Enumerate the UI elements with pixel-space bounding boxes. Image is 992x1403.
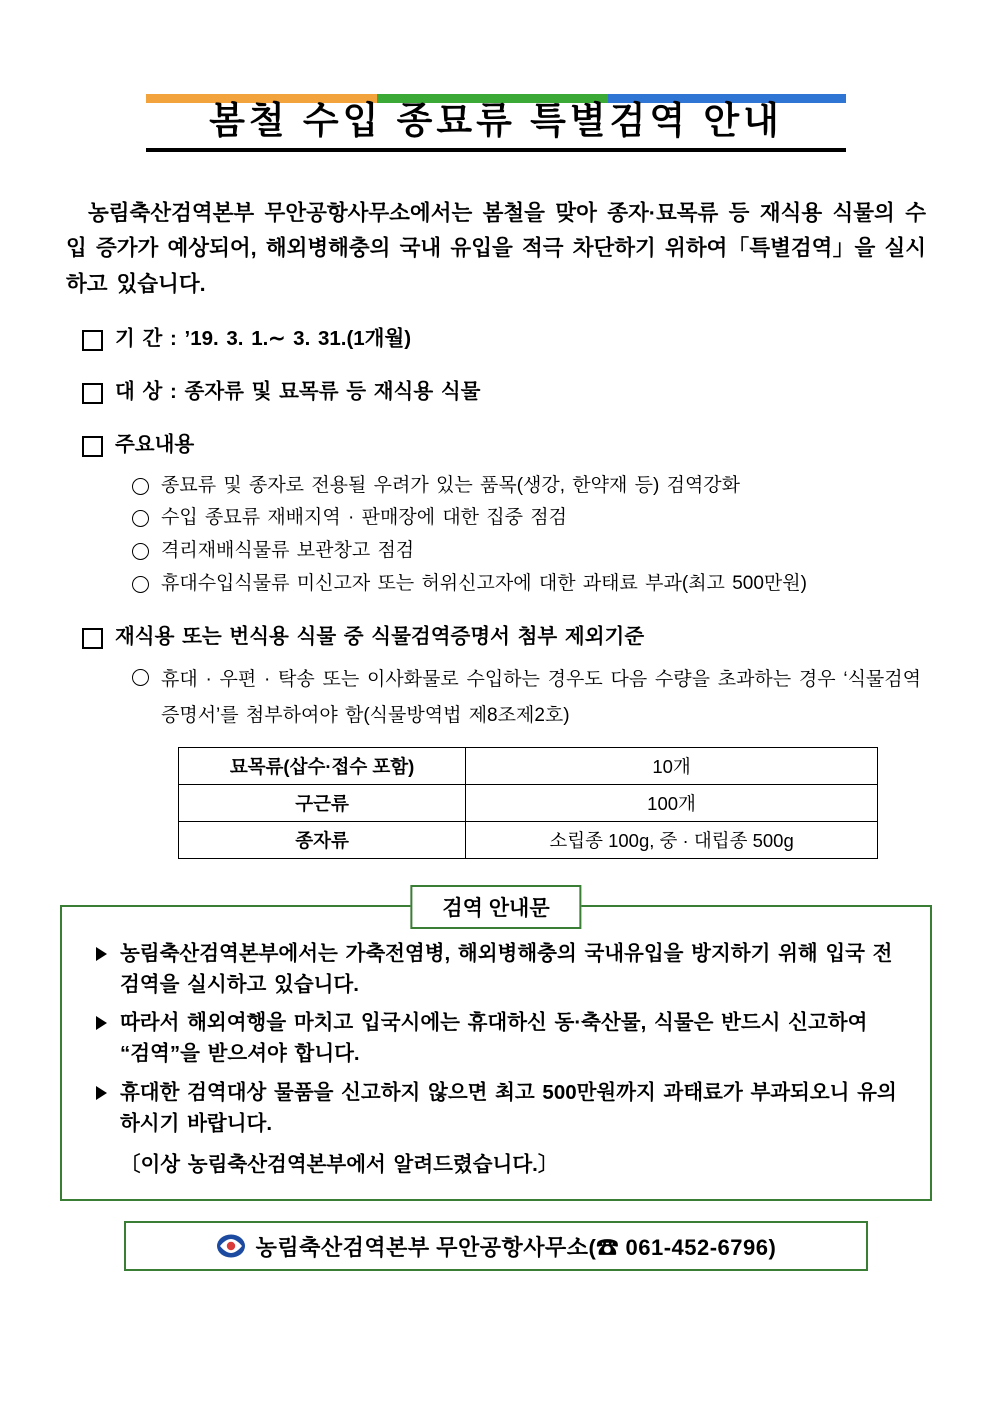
circle-bullet-icon — [132, 478, 149, 495]
list-item — [132, 471, 932, 502]
intro-paragraph: 농림축산검역본부 무안공항사무소에서는 봄철을 맞아 종자·묘목류 등 재식용 식물의 수입 증가가 예상되어, 해외병해충의 국내 유입을 적극 차단하기 위하여「특별검역」을 실시하고 있습니다. — [66, 201, 926, 296]
title-underline — [146, 148, 846, 152]
checkbox-icon — [82, 383, 103, 404]
table-row — [179, 747, 878, 784]
list-item-text: 종묘류 및 종자로 전용될 우려가 있는 품목(생강, 한약재 등) 검역강화 — [161, 474, 741, 496]
triangle-bullet-icon — [96, 1016, 107, 1030]
section-exception-criteria-label: 재식용 또는 번식용 식물 중 식물검역증명서 첨부 제외기준 — [115, 624, 645, 648]
section-main-contents — [82, 430, 932, 461]
list-item-text: 격리재배식물류 보관창고 점검 — [161, 540, 415, 562]
circle-bullet-icon — [132, 576, 149, 593]
notice-item-text: 따라서 해외여행을 마치고 입국시에는 휴대하신 동·축산물, 식물은 반드시 신고하여 “검역”을 받으셔야 합니다. — [120, 1011, 868, 1065]
table-cell-quantity: 10개 — [466, 747, 878, 784]
exception-list — [132, 662, 932, 732]
page-title: 봄철 수입 종묘류 특별검역 안내 — [209, 100, 783, 141]
notice-item-text: 농림축산검역본부에서는 가축전염병, 해외병해충의 국내유입을 방지하기 위해 입국 전 검역을 실시하고 있습니다. — [120, 941, 893, 996]
document-title-block — [146, 88, 846, 158]
notice-list-item — [88, 939, 904, 1001]
list-item-text: 수입 종묘류 재배지역 · 판매장에 대한 집중 점검 — [161, 507, 568, 529]
list-item — [132, 662, 932, 732]
section-period — [82, 324, 932, 355]
circle-bullet-icon — [132, 669, 149, 686]
triangle-bullet-icon — [96, 1086, 107, 1100]
notice-closing-text: 〔이상 농림축산검역본부에서 알려드렸습니다.〕 — [120, 1153, 559, 1177]
section-main-contents-label: 주요내용 — [115, 432, 195, 456]
circle-bullet-icon — [132, 510, 149, 527]
table-cell-category: 묘목류(삽수·접수 포함) — [179, 747, 466, 784]
section-exception-criteria — [82, 622, 932, 653]
notice-item-text: 휴대한 검역대상 물품을 신고하지 않으면 최고 500만원까지 과태료가 부과되오니 유의하시기 바랍니다. — [120, 1080, 897, 1135]
checkbox-icon — [82, 436, 103, 457]
quantity-table — [178, 747, 878, 859]
notice-box — [60, 905, 932, 1202]
government-emblem-icon — [216, 1233, 246, 1259]
notice-list-item — [88, 1078, 904, 1140]
list-item — [132, 536, 932, 567]
section-period-label: 기 간 : ’19. 3. 1.∼ 3. 31.(1개월) — [115, 327, 412, 351]
footer-contact-box — [124, 1221, 868, 1271]
notice-list-item — [88, 1008, 904, 1070]
checkbox-icon — [82, 330, 103, 351]
table-cell-quantity: 소립종 100g, 중 · 대립종 500g — [466, 821, 878, 858]
footer-contact-text: 농림축산검역본부 무안공항사무소(☎ 061-452-6796) — [255, 1234, 777, 1260]
list-item-text: 휴대 · 우편 · 탁송 또는 이사화물로 수입하는 경우도 다음 수량을 초과하는 경우 ‘식물검역증명서’를 첨부하여야 함(식물방역법 제8조제2호) — [161, 669, 921, 726]
notice-title: 검역 안내문 — [410, 885, 581, 929]
table-cell-category: 종자류 — [179, 821, 466, 858]
table-row — [179, 821, 878, 858]
section-target-label: 대 상 : 종자류 및 묘목류 등 재식용 식물 — [115, 380, 481, 404]
table-cell-category: 구근류 — [179, 784, 466, 821]
list-item — [132, 503, 932, 534]
list-item — [132, 569, 932, 600]
table-cell-quantity: 100개 — [466, 784, 878, 821]
checkbox-icon — [82, 628, 103, 649]
main-contents-list — [132, 471, 932, 600]
table-row — [179, 784, 878, 821]
section-target — [82, 377, 932, 408]
triangle-bullet-icon — [96, 947, 107, 961]
quarantine-notice-section — [60, 896, 932, 1202]
circle-bullet-icon — [132, 543, 149, 560]
list-item-text: 휴대수입식물류 미신고자 또는 허위신고자에 대한 과태료 부과(최고 500만원) — [161, 572, 807, 594]
